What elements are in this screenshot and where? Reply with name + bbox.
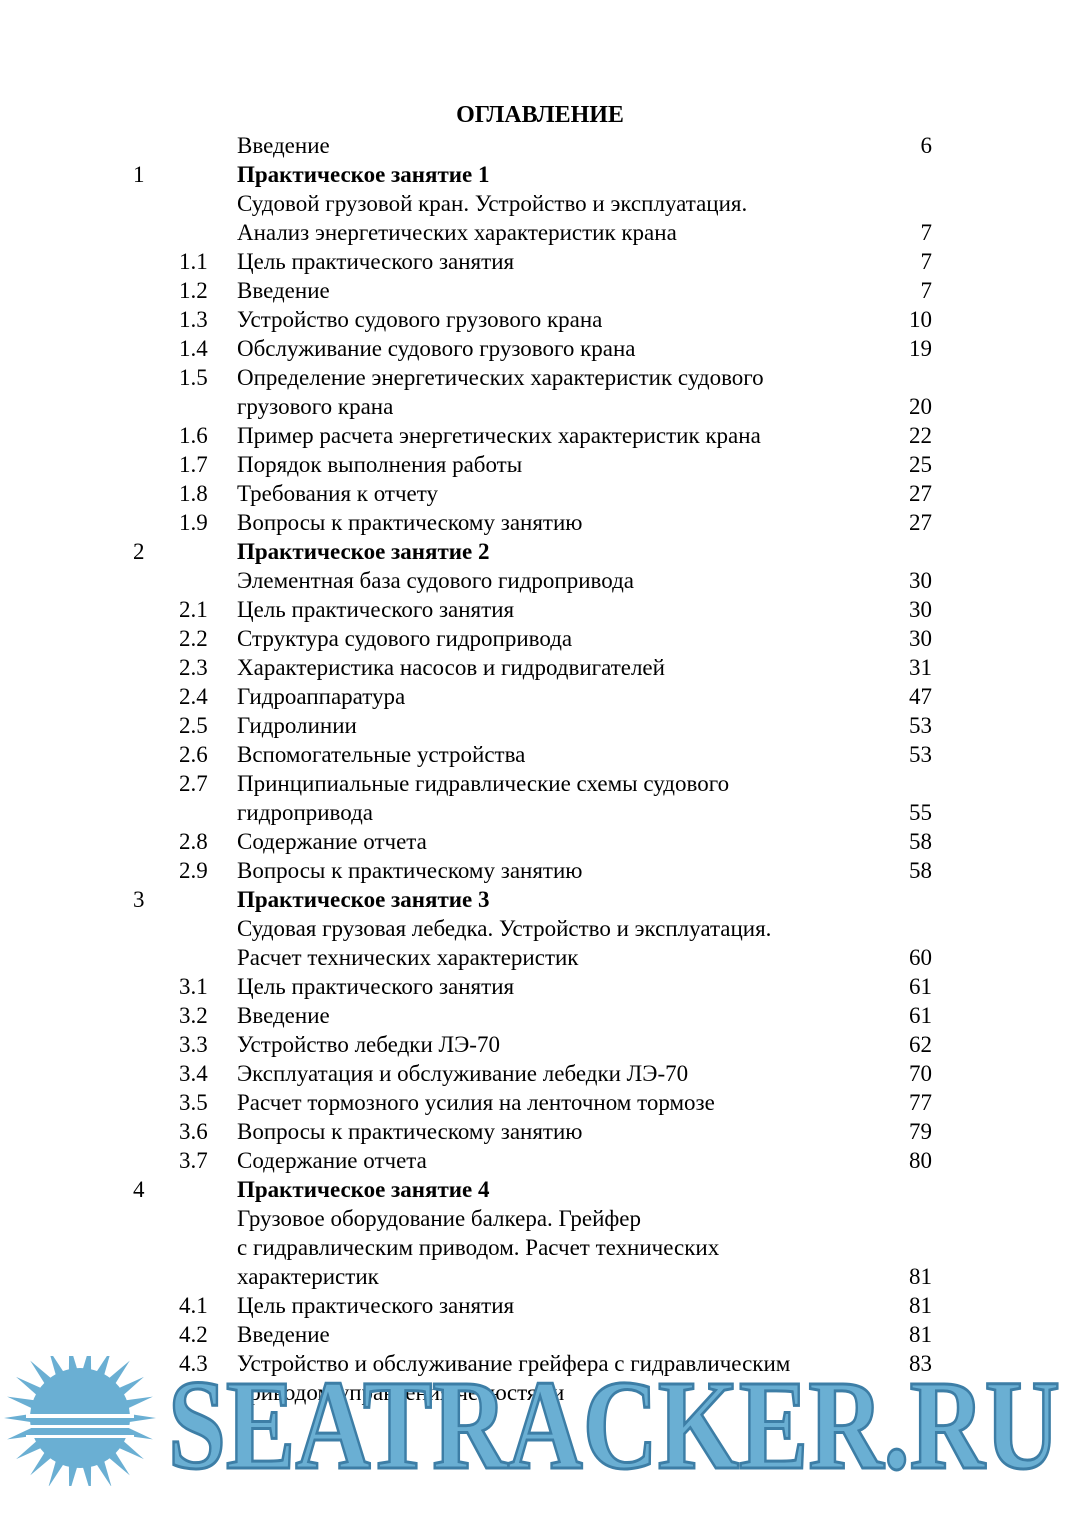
toc-entry-title: Судовая грузовая лебедка. Устройство и эксплуатация. xyxy=(237,916,772,941)
toc-entry-number: 1.9 xyxy=(179,510,208,535)
toc-entry-number: 2.4 xyxy=(179,684,208,709)
toc-entry-page: 81 xyxy=(909,1293,932,1318)
toc-entry-number: 1.2 xyxy=(179,278,208,303)
toc-entry-title: Введение xyxy=(237,133,330,158)
toc-entry-title: Устройство и обслуживание грейфера с гидравлическим xyxy=(237,1351,791,1376)
toc-entry-page: 30 xyxy=(909,568,932,593)
toc-entry-page: 81 xyxy=(909,1264,932,1289)
toc-entry-number: 1.5 xyxy=(179,365,208,390)
toc-entry-title: Порядок выполнения работы xyxy=(237,452,523,477)
toc-entry xyxy=(0,740,1080,769)
toc-entry-title: Гидроаппаратура xyxy=(237,684,406,709)
toc-entry-title: Практическое занятие 3 xyxy=(237,887,490,912)
toc-entry-number: 1.6 xyxy=(179,423,208,448)
toc-entry-title: Пример расчета энергетических характеристик крана xyxy=(237,423,761,448)
toc-entry-number: 3.6 xyxy=(179,1119,208,1144)
toc-entry-page: 62 xyxy=(909,1032,932,1057)
toc-entry-title: Введение xyxy=(237,278,330,303)
toc-entry xyxy=(0,1146,1080,1175)
toc-entry-page: 27 xyxy=(909,510,932,535)
toc-entry-page: 25 xyxy=(909,452,932,477)
toc-entry xyxy=(0,1262,1080,1291)
toc-entry-title: Судовой грузовой кран. Устройство и эксплуатация. xyxy=(237,191,748,216)
toc-entry xyxy=(0,682,1080,711)
toc-entry xyxy=(0,1175,1080,1204)
toc-entry-number: 2.5 xyxy=(179,713,208,738)
toc-entry xyxy=(0,827,1080,856)
toc-entry-number: 3.4 xyxy=(179,1061,208,1086)
toc-entry-page: 47 xyxy=(909,684,932,709)
toc-entry-title: Структура судового гидропривода xyxy=(237,626,573,651)
toc-entry-page: 81 xyxy=(909,1322,932,1347)
toc-entry-page: 31 xyxy=(909,655,932,680)
toc-entry-page: 7 xyxy=(920,278,932,303)
toc-entry-page: 7 xyxy=(920,220,932,245)
toc-entry xyxy=(0,450,1080,479)
toc-entry-title: Цель практического занятия xyxy=(237,974,515,999)
toc-entry-number: 3.5 xyxy=(179,1090,208,1115)
sun-logo-icon xyxy=(4,1356,156,1486)
toc-entry-page: 30 xyxy=(909,597,932,622)
toc-entry-page: 61 xyxy=(909,974,932,999)
toc-entry xyxy=(0,392,1080,421)
toc-entry-title: Практическое занятие 4 xyxy=(237,1177,490,1202)
toc-entry-title: Содержание отчета xyxy=(237,829,427,854)
toc-entry-number: 3 xyxy=(133,887,145,912)
toc-entry xyxy=(0,566,1080,595)
toc-entry-number: 2 xyxy=(133,539,145,564)
toc-entry xyxy=(0,1030,1080,1059)
toc-entry-number: 4.1 xyxy=(179,1293,208,1318)
toc-entry xyxy=(0,1088,1080,1117)
toc-entry-title: Вопросы к практическому занятию xyxy=(237,858,583,883)
toc-entry xyxy=(0,508,1080,537)
toc-entry-title: Введение xyxy=(237,1003,330,1028)
toc-entry xyxy=(0,1059,1080,1088)
toc-entry-number: 2.9 xyxy=(179,858,208,883)
toc-entry-page: 10 xyxy=(909,307,932,332)
toc-entry xyxy=(0,711,1080,740)
toc-entry-title: Вопросы к практическому занятию xyxy=(237,510,583,535)
toc-entry-page: 27 xyxy=(909,481,932,506)
toc-entry-page: 30 xyxy=(909,626,932,651)
toc-entry xyxy=(0,421,1080,450)
toc-entry xyxy=(0,595,1080,624)
toc-entry xyxy=(0,305,1080,334)
toc-entry xyxy=(0,276,1080,305)
toc-entry xyxy=(0,769,1080,798)
toc-entry-title: характеристик xyxy=(237,1264,379,1289)
table-of-contents xyxy=(0,131,1080,1407)
toc-entry-title: Гидролинии xyxy=(237,713,357,738)
toc-entry xyxy=(0,189,1080,218)
toc-entry-page: 22 xyxy=(909,423,932,448)
toc-entry-number: 2.7 xyxy=(179,771,208,796)
toc-entry-title: Обслуживание судового грузового крана xyxy=(237,336,636,361)
toc-entry-page: 6 xyxy=(920,133,932,158)
toc-entry xyxy=(0,856,1080,885)
toc-entry-number: 4 xyxy=(133,1177,145,1202)
toc-entry-title: Устройство судового грузового крана xyxy=(237,307,603,332)
toc-entry xyxy=(0,1001,1080,1030)
toc-entry-number: 2.2 xyxy=(179,626,208,651)
toc-entry-number: 3.3 xyxy=(179,1032,208,1057)
toc-entry-page: 77 xyxy=(909,1090,932,1115)
toc-entry-page: 70 xyxy=(909,1061,932,1086)
toc-entry xyxy=(0,334,1080,363)
toc-entry xyxy=(0,537,1080,566)
sun-ray xyxy=(125,1397,153,1409)
toc-entry xyxy=(0,218,1080,247)
toc-entry xyxy=(0,885,1080,914)
toc-entry-title: Расчет тормозного усилия на ленточном тормозе xyxy=(237,1090,715,1115)
toc-entry xyxy=(0,653,1080,682)
toc-entry-title: Устройство лебедки ЛЭ-70 xyxy=(237,1032,500,1057)
toc-entry-title: Введение xyxy=(237,1322,330,1347)
toc-entry-number: 1 xyxy=(133,162,145,187)
toc-entry-number: 2.1 xyxy=(179,597,208,622)
toc-entry-number: 3.7 xyxy=(179,1148,208,1173)
toc-entry xyxy=(0,624,1080,653)
toc-entry xyxy=(0,247,1080,276)
toc-entry xyxy=(0,363,1080,392)
watermark xyxy=(0,1356,1080,1486)
toc-entry xyxy=(0,1320,1080,1349)
toc-entry-title: Определение энергетических характеристик судового xyxy=(237,365,764,390)
toc-entry-page: 20 xyxy=(909,394,932,419)
toc-entry-title: Содержание отчета xyxy=(237,1148,427,1173)
toc-entry-number: 4.3 xyxy=(179,1351,208,1376)
toc-entry xyxy=(0,1117,1080,1146)
toc-entry-title: с гидравлическим приводом. Расчет технических xyxy=(237,1235,720,1260)
toc-entry-number: 3.2 xyxy=(179,1003,208,1028)
toc-entry-number: 1.4 xyxy=(179,336,208,361)
toc-entry-page: 55 xyxy=(909,800,932,825)
toc-entry xyxy=(0,1233,1080,1262)
toc-entry-number: 1.3 xyxy=(179,307,208,332)
toc-entry xyxy=(0,914,1080,943)
toc-entry-title: Практическое занятие 2 xyxy=(237,539,490,564)
toc-entry-title: Цель практического занятия xyxy=(237,1293,515,1318)
toc-entry-title: Расчет технических характеристик xyxy=(237,945,579,970)
toc-entry-number: 4.2 xyxy=(179,1322,208,1347)
toc-entry-number: 1.7 xyxy=(179,452,208,477)
watermark-text: SEATRACKER.RU xyxy=(168,1356,1060,1486)
toc-entry-page: 60 xyxy=(909,945,932,970)
toc-entry-title: Эксплуатация и обслуживание лебедки ЛЭ-70 xyxy=(237,1061,689,1086)
toc-entry xyxy=(0,798,1080,827)
toc-entry-page: 7 xyxy=(920,249,932,274)
toc-entry-number: 1.1 xyxy=(179,249,208,274)
toc-entry-title: приводом управления челюстями xyxy=(237,1380,565,1405)
toc-entry-title: грузового крана xyxy=(237,394,394,419)
toc-entry xyxy=(0,479,1080,508)
toc-entry-page: 79 xyxy=(909,1119,932,1144)
toc-entry-number: 2.8 xyxy=(179,829,208,854)
toc-entry xyxy=(0,943,1080,972)
sun-ray xyxy=(83,1465,92,1486)
toc-entry-page: 83 xyxy=(909,1351,932,1376)
toc-entry-page: 61 xyxy=(909,1003,932,1028)
toc-entry-title: Цель практического занятия xyxy=(237,597,515,622)
toc-entry-page: 58 xyxy=(909,829,932,854)
toc-entry-title: Элементная база судового гидропривода xyxy=(237,568,634,593)
toc-entry-number: 2.6 xyxy=(179,742,208,767)
toc-entry-title: Цель практического занятия xyxy=(237,249,515,274)
toc-entry-page: 53 xyxy=(909,742,932,767)
toc-entry-title: Требования к отчету xyxy=(237,481,438,506)
toc-entry-page: 58 xyxy=(909,858,932,883)
toc-entry-title: гидропривода xyxy=(237,800,374,825)
toc-entry-title: Анализ энергетических характеристик крана xyxy=(237,220,677,245)
sun-ray xyxy=(7,1397,35,1409)
toc-entry xyxy=(0,160,1080,189)
toc-entry-title: Характеристика насосов и гидродвигателей xyxy=(237,655,665,680)
toc-entry-title: Принципиальные гидравлические схемы судового xyxy=(237,771,730,796)
toc-entry-page: 80 xyxy=(909,1148,932,1173)
toc-entry xyxy=(0,1291,1080,1320)
toc-entry xyxy=(0,131,1080,160)
toc-entry-number: 3.1 xyxy=(179,974,208,999)
toc-entry-number: 2.3 xyxy=(179,655,208,680)
toc-entry-page: 53 xyxy=(909,713,932,738)
sun-ray xyxy=(69,1465,78,1486)
toc-entry-title: Грузовое оборудование балкера. Грейфер xyxy=(237,1206,642,1231)
toc-entry-title: Практическое занятие 1 xyxy=(237,162,490,187)
toc-entry-page: 19 xyxy=(909,336,932,361)
toc-entry-title: Вспомогательные устройства xyxy=(237,742,526,767)
page-title: ОГЛАВЛЕНИЕ xyxy=(456,102,624,128)
toc-entry-number: 1.8 xyxy=(179,481,208,506)
toc-entry xyxy=(0,972,1080,1001)
toc-entry-title: Вопросы к практическому занятию xyxy=(237,1119,583,1144)
toc-entry xyxy=(0,1204,1080,1233)
